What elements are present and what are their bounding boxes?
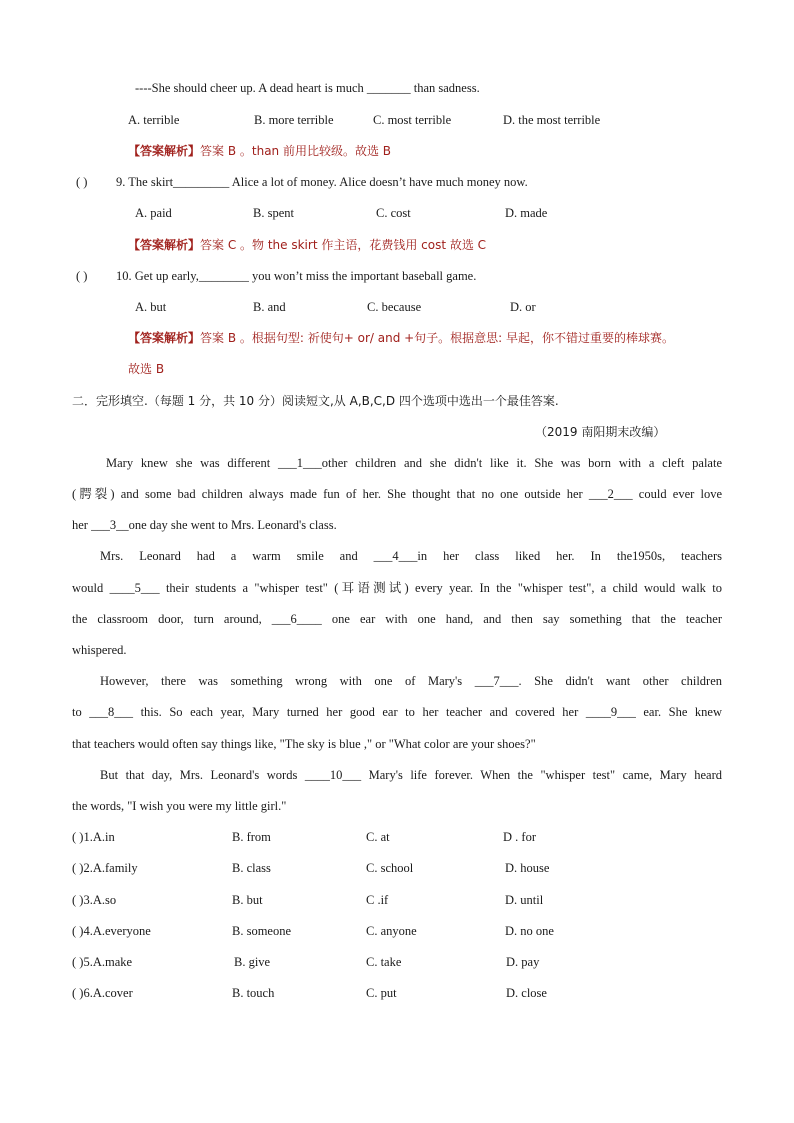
q9-option-a: A. paid <box>135 206 172 220</box>
section-source: （2019 南阳期末改编） <box>535 425 666 439</box>
cloze-1-d: D . for <box>503 830 536 844</box>
q8-option-d: D. the most terrible <box>503 113 601 127</box>
passage-p3-line3: that teachers would often say things like, "The sky is blue ," or "What color are your shoes?" <box>72 737 536 751</box>
cloze-6-a: ( )6.A.cover <box>72 986 133 1000</box>
cloze-3-b: B. but <box>232 893 263 907</box>
cloze-5-a: ( )5.A.make <box>72 955 133 969</box>
answer-label: 【答案解析】 <box>128 331 201 345</box>
q8-stem: ----She should cheer up. A dead heart is much _______ than sadness. <box>135 81 480 95</box>
cloze-2-b: B. class <box>232 861 271 875</box>
q10-answer-cont: 故选 B <box>128 362 165 376</box>
passage-p3-line1: However, there was something wrong with one of Mary's ___7___. She didn't want other children <box>100 674 722 688</box>
answer-text: 答案 B 。than 前用比较级。故选 B <box>200 144 392 158</box>
cloze-6-c: C. put <box>366 986 397 1000</box>
q10-option-b: B. and <box>253 300 286 314</box>
q10-option-d: D. or <box>510 300 536 314</box>
answer-text: 答案 B 。根据句型: 祈使句+ or/ and +句子。根据意思: 早起，你不错过重要的棒球赛。 <box>200 331 675 345</box>
cloze-4-c: C. anyone <box>366 924 417 938</box>
cloze-2-c: C. school <box>366 861 414 875</box>
cloze-4-b: B. someone <box>232 924 292 938</box>
q10-stem: 10. Get up early,________ you won’t miss the important baseball game. <box>116 269 477 283</box>
cloze-2-a: ( )2.A.family <box>72 861 138 875</box>
q10-answer <box>128 330 674 346</box>
cloze-1-b: B. from <box>232 830 271 844</box>
passage-p1-line2: (腭裂) and some bad children always made fun of her. She thought that no one outside her ___2___ could ever love <box>72 487 722 501</box>
cloze-3-d: D. until <box>505 893 544 907</box>
cloze-5-d: D. pay <box>506 955 540 969</box>
cloze-5-b: B. give <box>234 955 271 969</box>
passage-p1-line1: Mary knew she was different ___1___other children and she didn't like it. She was born with a cleft palate <box>106 456 722 470</box>
answer-text: 答案 C 。物 the skirt 作主语，花费钱用 cost 故选 C <box>200 238 487 252</box>
q9-stem: 9. The skirt_________ Alice a lot of money. Alice doesn’t have much money now. <box>116 175 528 189</box>
cloze-6-b: B. touch <box>232 986 275 1000</box>
passage-p2-line4: whispered. <box>72 643 127 657</box>
q8-option-b: B. more terrible <box>254 113 334 127</box>
q9-option-b: B. spent <box>253 206 294 220</box>
q8-option-a: A. terrible <box>128 113 180 127</box>
passage-p2-line3: the classroom door, turn around, ___6____ one ear with one hand, and then say something that the teacher <box>72 612 722 626</box>
q8-option-c: C. most terrible <box>373 113 452 127</box>
passage-p4-line1: But that day, Mrs. Leonard's words ____10___ Mary's life forever. When the "whisper test" came, Mary heard <box>100 768 722 782</box>
q8-answer <box>128 143 391 159</box>
cloze-6-d: D. close <box>506 986 547 1000</box>
q10-paren: ( ) <box>76 269 88 283</box>
passage-p4-line2: the words, "I wish you were my little girl." <box>72 799 287 813</box>
q9-paren: ( ) <box>76 175 88 189</box>
q10-option-a: A. but <box>135 300 167 314</box>
cloze-1-a: ( )1.A.in <box>72 830 115 844</box>
passage-p2-line1: Mrs. Leonard had a warm smile and ___4___in her class liked her. In the1950s, teachers <box>100 549 722 563</box>
answer-label: 【答案解析】 <box>128 144 201 158</box>
q9-option-d: D. made <box>505 206 548 220</box>
passage-p2-line2: would ____5___ their students a "whisper test" (耳语测试) every year. In the "whisper test", a child would walk to <box>72 581 722 595</box>
q10-option-c: C. because <box>367 300 422 314</box>
cloze-3-a: ( )3.A.so <box>72 893 117 907</box>
section-title: 二．完形填空.（每题 1 分，共 10 分）阅读短文,从 A,B,C,D 四个选项中选出一个最佳答案. <box>72 394 559 408</box>
cloze-4-a: ( )4.A.everyone <box>72 924 151 938</box>
cloze-5-c: C. take <box>366 955 402 969</box>
cloze-3-c: C .if <box>366 893 389 907</box>
cloze-4-d: D. no one <box>505 924 554 938</box>
q9-option-c: C. cost <box>376 206 411 220</box>
cloze-2-d: D. house <box>505 861 550 875</box>
answer-label: 【答案解析】 <box>128 238 201 252</box>
q9-answer <box>128 237 486 253</box>
passage-p3-line2: to ___8___ this. So each year, Mary turned her good ear to her teacher and covered her ____9___ ear. She knew <box>72 705 722 719</box>
passage-p1-line3: her ___3__one day she went to Mrs. Leonard's class. <box>72 518 337 532</box>
cloze-1-c: C. at <box>366 830 390 844</box>
